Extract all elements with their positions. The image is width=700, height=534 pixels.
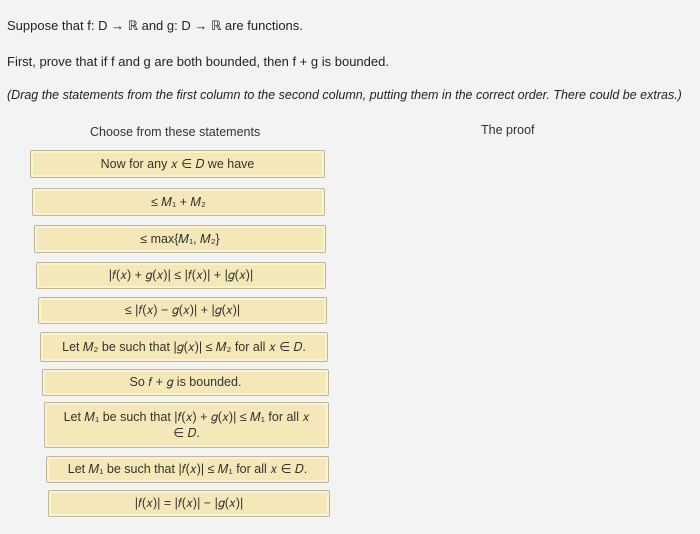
statement-card[interactable]: ≤ |𝑓(𝑥) − 𝑔(𝑥)| + |𝑔(𝑥)| bbox=[38, 297, 327, 324]
statement-card[interactable]: Let 𝑀₂ be such that |𝑔(𝑥)| ≤ 𝑀₂ for all 𝑥 ∈ 𝐷. bbox=[40, 332, 328, 362]
statement-card[interactable]: Let 𝑀₁ be such that |𝑓(𝑥) + 𝑔(𝑥)| ≤ 𝑀₁ for all 𝑥 ∈ 𝐷. bbox=[44, 402, 329, 448]
target-column-heading: The proof bbox=[481, 123, 535, 137]
proof-drop-zone[interactable] bbox=[360, 148, 690, 518]
instructions-text: (Drag the statements from the first column to the second column, putting them in the correct order. There could be extras.) bbox=[7, 88, 682, 102]
statement-card[interactable]: Now for any 𝑥 ∈ 𝐷 we have bbox=[30, 150, 325, 178]
statement-card[interactable]: |𝑓(𝑥) + 𝑔(𝑥)| ≤ |𝑓(𝑥)| + |𝑔(𝑥)| bbox=[36, 262, 326, 289]
statement-card[interactable]: ≤ max{𝑀₁, 𝑀₂} bbox=[34, 225, 326, 253]
statement-card[interactable]: |𝑓(𝑥)| = |𝑓(𝑥)| − |𝑔(𝑥)| bbox=[48, 490, 330, 517]
task-text: First, prove that if f and g are both bounded, then f + g is bounded. bbox=[7, 54, 389, 69]
statement-card[interactable]: ≤ 𝑀₁ + 𝑀₂ bbox=[32, 188, 325, 216]
statement-card[interactable]: So 𝑓 + 𝑔 is bounded. bbox=[42, 369, 329, 396]
statement-card[interactable]: Let 𝑀₁ be such that |𝑓(𝑥)| ≤ 𝑀₁ for all 𝑥 ∈ 𝐷. bbox=[46, 456, 329, 483]
source-column-heading: Choose from these statements bbox=[90, 125, 261, 139]
intro-text: Suppose that f: D → ℝ and g: D → ℝ are functions. bbox=[7, 18, 303, 33]
